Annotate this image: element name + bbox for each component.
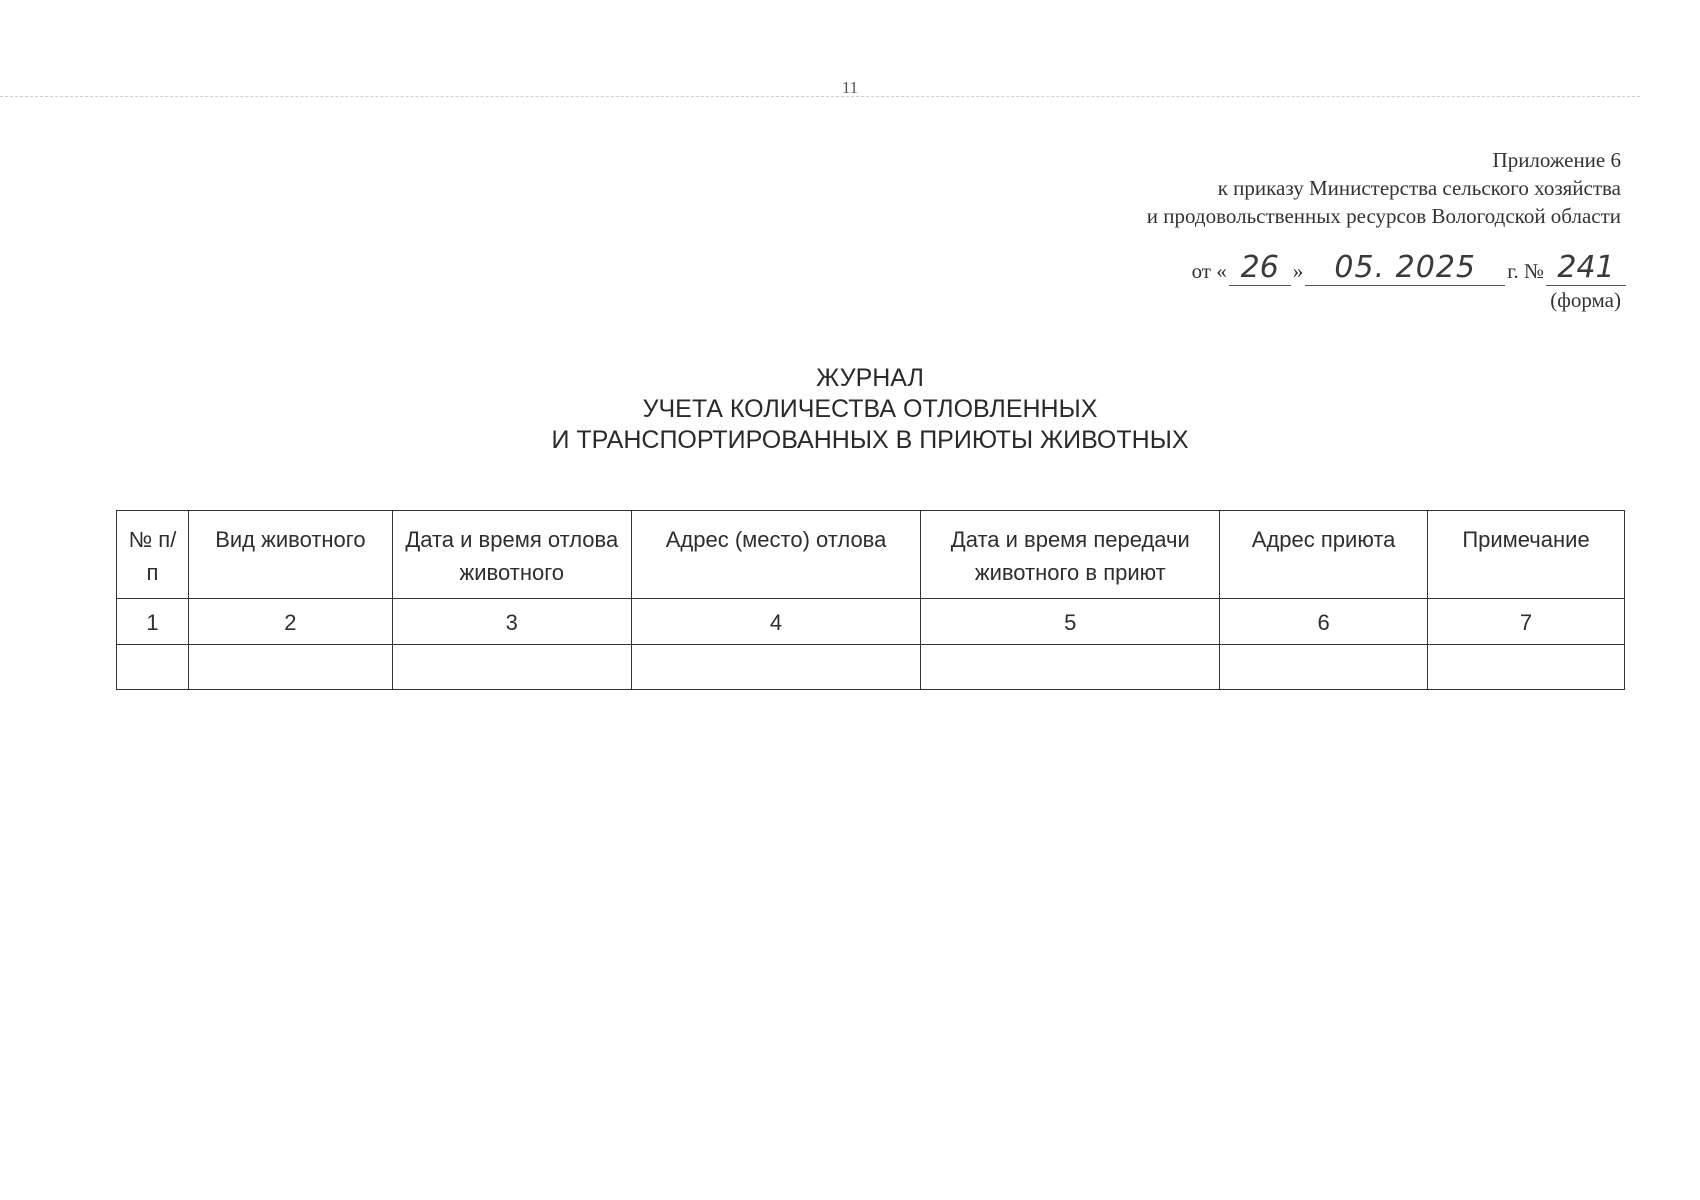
empty-entry-row (117, 645, 1625, 690)
appendix-line-2: к приказу Министерства сельского хозяйства (1217, 176, 1621, 200)
header-cell-note: Примечание (1428, 511, 1625, 599)
column-number-row (117, 599, 1625, 645)
empty-cell (921, 645, 1220, 690)
empty-cell (392, 645, 631, 690)
empty-cell (1428, 645, 1625, 690)
order-date-handwritten: 05. 2025 (1305, 251, 1505, 286)
column-number: 6 (1220, 599, 1428, 645)
document-title (0, 363, 1700, 456)
title-line-3: И ТРАНСПОРТИРОВАННЫХ В ПРИЮТЫ ЖИВОТНЫХ (551, 426, 1189, 454)
header-cell-transfer-datetime: Дата и время передачи животного в приют (921, 511, 1220, 599)
column-number: 2 (188, 599, 392, 645)
column-number: 1 (117, 599, 189, 645)
column-number: 7 (1428, 599, 1625, 645)
order-day-handwritten: 26 (1229, 251, 1291, 286)
form-label: (форма) (1550, 288, 1621, 312)
column-number: 3 (392, 599, 631, 645)
header-cell-number: № п/п (117, 511, 189, 599)
title-line-2: УЧЕТА КОЛИЧЕСТВА ОТЛОВЛЕННЫХ (642, 395, 1098, 423)
page-number: 11 (841, 78, 859, 97)
column-number: 5 (921, 599, 1220, 645)
column-number: 4 (631, 599, 921, 645)
empty-cell (188, 645, 392, 690)
order-number-label: г. № (1507, 259, 1544, 283)
appendix-line-3: и продовольственных ресурсов Вологодской области (1146, 204, 1621, 228)
empty-cell (631, 645, 921, 690)
order-prefix: от « (1191, 259, 1227, 283)
order-date-line (1190, 246, 1626, 286)
header-cell-shelter-address: Адрес приюта (1220, 511, 1428, 599)
header-cell-capture-address: Адрес (место) отлова (631, 511, 921, 599)
header-rule (0, 96, 1640, 97)
appendix-line-1: Приложение 6 (1492, 148, 1621, 172)
appendix-block (921, 146, 1621, 230)
journal-table (116, 510, 1625, 690)
order-day-close: » (1292, 259, 1304, 283)
header-cell-capture-datetime: Дата и время отлова животного (392, 511, 631, 599)
table-header-row (117, 511, 1625, 599)
header-cell-animal-type: Вид животного (188, 511, 392, 599)
title-line-1: ЖУРНАЛ (816, 364, 924, 392)
order-number-handwritten: 241 (1546, 251, 1626, 286)
empty-cell (1220, 645, 1428, 690)
empty-cell (117, 645, 189, 690)
